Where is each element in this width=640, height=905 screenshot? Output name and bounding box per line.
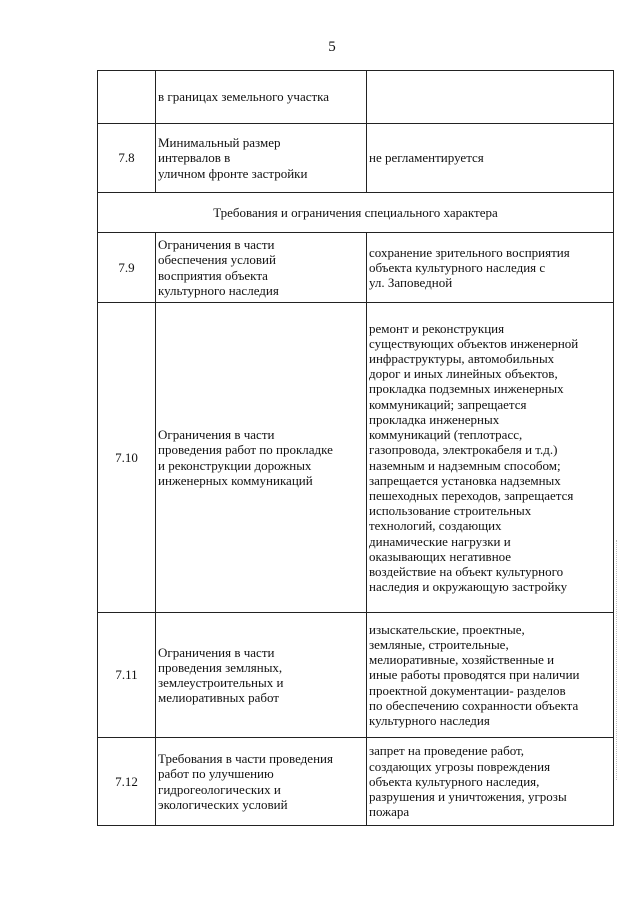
row-value-line: коммуникаций (теплотрасс, (369, 427, 523, 443)
row-value-line: не регламентируется (369, 150, 484, 166)
row-value-line: изыскательские, проектные, (369, 621, 525, 637)
row-number (98, 71, 156, 124)
row-name-line: мелиоративных работ (158, 690, 279, 706)
row-name-line: в границах земельного участка (158, 89, 330, 105)
row-name-line: проведения земляных, (158, 659, 283, 675)
row-name-line: Требования в части проведения (158, 751, 333, 767)
row-name-line: работ по улучшению (158, 766, 274, 782)
row-name (156, 233, 367, 303)
table-row (98, 303, 614, 613)
table-row (98, 738, 614, 826)
row-value-line: разрушения и уничтожения, угрозы (369, 789, 567, 805)
table-row (98, 613, 614, 738)
row-name-line: инженерных коммуникаций (158, 472, 313, 488)
row-name (156, 738, 367, 826)
row-name-line: Ограничения в части (158, 427, 275, 443)
section-row (98, 193, 614, 233)
scan-margin-marks (616, 540, 618, 780)
row-value-line: наследия и окружающую застройку (369, 579, 568, 595)
row-name (156, 124, 367, 193)
row-name (156, 303, 367, 613)
row-value (367, 71, 614, 124)
table-row (98, 71, 614, 124)
row-value-line: ремонт и реконструкция (369, 320, 505, 336)
row-name-line: проведения работ по прокладке (158, 442, 333, 458)
table-row (98, 124, 614, 193)
row-number: 7.8 (98, 124, 156, 193)
page-number: 5 (328, 39, 336, 55)
row-number: 7.11 (98, 613, 156, 738)
row-name-line: обеспечения условий (158, 252, 276, 268)
row-value-line: сохранение зрительного восприятия (369, 244, 570, 260)
row-value-line: проектной документации- разделов (369, 682, 566, 698)
row-value-line: дорог и иных линейных объектов, (369, 366, 558, 382)
row-value-line: воздействие на объект культурного (369, 563, 564, 579)
row-name-line: интервалов в (158, 150, 231, 166)
row-value-line: коммуникаций; запрещается (369, 396, 527, 412)
row-value-line: по обеспечению сохранности объекта (369, 697, 579, 713)
row-value-line: инфраструктуры, автомобильных (369, 351, 555, 367)
row-value-line: культурного наследия (369, 713, 490, 728)
row-name-line: Минимальный размер (158, 135, 281, 151)
row-name-line: экологических условий (158, 796, 288, 812)
row-name (156, 71, 367, 124)
section-title: Требования и ограничения специального характера (98, 193, 614, 233)
row-name-line: культурного наследия (158, 282, 279, 298)
row-name-line: Ограничения в части (158, 644, 275, 660)
row-name-line: землеустроительных и (158, 675, 284, 690)
row-name-line: и реконструкции дорожных (158, 457, 312, 473)
row-value-line: пешеходных переходов, запрещается (369, 487, 574, 503)
row-value-line: динамические нагрузки и (369, 533, 511, 549)
row-value-line: прокладка подземных инженерных (369, 381, 564, 397)
row-value-line: земляные, строительные, (369, 636, 509, 652)
row-value-line: иные работы проводятся при наличии (369, 667, 580, 683)
row-value-line: мелиоративные, хозяйственные и (369, 652, 555, 668)
row-value (367, 124, 614, 193)
row-value-line: создающих угрозы повреждения (369, 758, 551, 774)
row-number: 7.12 (98, 738, 156, 826)
row-name-line: Ограничения в части (158, 237, 275, 253)
row-value (367, 303, 614, 613)
row-name-line: восприятия объекта (158, 267, 268, 283)
row-value (367, 613, 614, 738)
row-name-line: уличном фронте застройки (158, 165, 308, 181)
row-value-line: прокладка инженерных (369, 411, 500, 427)
row-name-line: гидрогеологических и (158, 781, 281, 797)
row-value-line: объекта культурного наследия с (369, 259, 546, 275)
row-value-line: пожара (369, 804, 410, 820)
row-value-line: технологий, создающих (369, 518, 502, 534)
regulations-table (97, 70, 614, 826)
row-value (367, 233, 614, 303)
row-value-line: объекта культурного наследия, (369, 773, 540, 789)
row-number: 7.9 (98, 233, 156, 303)
table-row (98, 233, 614, 303)
row-value-line: ул. Заповедной (369, 275, 453, 291)
row-value-line: газопровода, электрокабеля и т.д.) (369, 442, 558, 458)
row-value-line: использование строительных (369, 503, 532, 519)
row-value-line: оказывающих негативное (369, 548, 512, 564)
row-name (156, 613, 367, 738)
row-value-line: существующих объектов инженерной (369, 335, 579, 351)
row-value-line: запрет на проведение работ, (369, 743, 524, 759)
row-number: 7.10 (98, 303, 156, 613)
row-value (367, 738, 614, 826)
row-value-line: наземным и надземным способом; (369, 457, 561, 473)
row-value-line: запрещается установка надземных (369, 472, 561, 488)
